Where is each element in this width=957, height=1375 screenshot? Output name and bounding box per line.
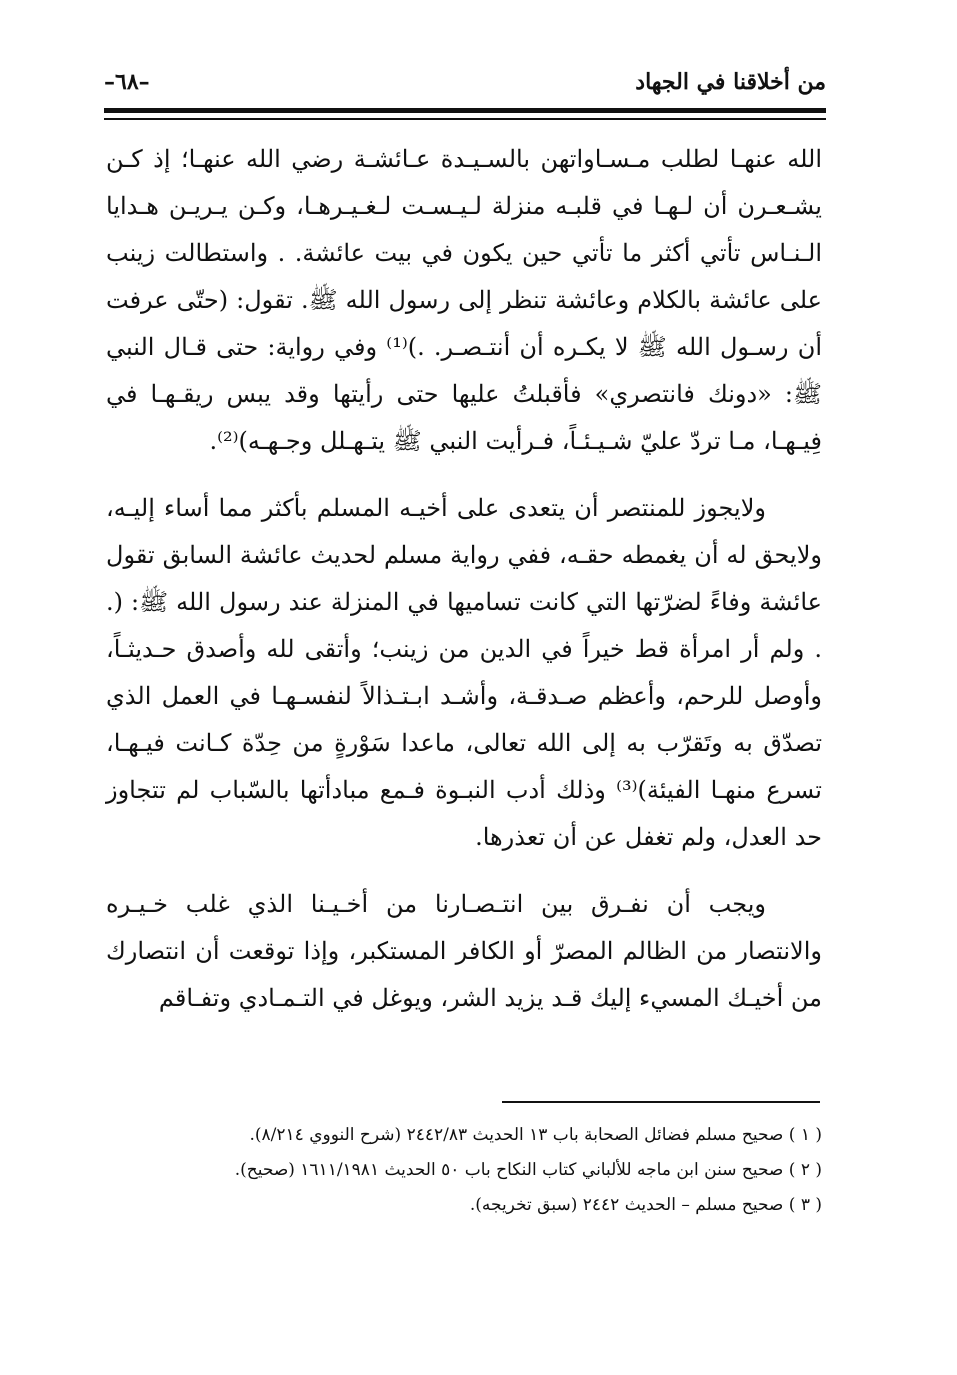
paragraph-1: الله عنهـا لطلب مـسـاواتهن بالسـيـدة عـائشـة رضي الله عنهـا؛ إذ كـن يشـعـرن أن لـهـا في قلبـه منزلة لـيـسـت لـغـيـرهـا، وكـن يـريـن هـدايا الـنـاس تأتي أكثر ما تأتي حين يكون في بيت عائشة. . واستطالت زينب على عائشة بالكلام وعائشة تنظر إلى رسول الله ﷺ. تقول: (حتّى عرفت أن رسـول الله ﷺ لا يكـره أن أنتـصـر. .)⁽¹⁾ وفي رواية: حتى قـال النبي ﷺ: «دونك فانتصري» فأقبلتُ عليها حتى رأيتها وقد يبس ريقـهـا في فِيـهـا، مـا تردّ عليّ شـيـئـاً، فـرأيت النبي ﷺ يتـهـلل وجـهـه)⁽²⁾. — [106, 145, 823, 455]
paragraph-3: ويجب أن نفـرق بين انتـصـارنا من أخـيـنا الذي غلب خـيـره والانتصار من الظالم المصرّ أو الكافر المستكبر، وإذا توقعت أن انتصارك من أخيـك المسيء إليك قـد يزيد الشر، ويوغل في التـمـادي وتفـاقم — [106, 890, 822, 1012]
footnote-2: ( ٢ ) صحيح سنن ابن ماجه للألباني كتاب النكاح باب ٥٠ الحديث ١٦١١/١٩٨١ (صحيح). — [234, 1160, 822, 1180]
footnote-1: ( ١ ) صحيح مسلم فضائل الصحابة باب ١٣ الحديث ٢٤٤٢/٨٣ (شرح النووي ٨/٢١٤). — [249, 1125, 822, 1145]
header-rule-thick — [104, 108, 826, 113]
footnote-3: ( ٣ ) صحيح مسلم – الحديث ٢٤٤٢ (سبق تخريجه). — [469, 1195, 822, 1215]
page-header — [104, 62, 826, 102]
footnotes — [106, 1118, 822, 1223]
main-text — [106, 136, 822, 1042]
header-rule-thin — [104, 118, 826, 120]
paragraph-2: ولايجوز للمنتصر أن يتعدى على أخيـه المسلم بأكثر مما أساء إليـه، ولايحق له أن يغمطه حقـه، ففي رواية مسلم لحديث عائشة السابق تقول عائشة وفاءً لضرّتها التي كانت تساميها في المنزلة عند رسول الله ﷺ: (. . ولم أر امرأة قط خيراً في الدين من زينب؛ وأتقى لله وأصدق حـديثـاً، وأوصل للرحم، وأعظم صـدقـة، وأشـد ابـتـذالاً لنفسـهـا في العمل الذي تصدّق به وتَقرّب به إلى الله تعالى، ماعدا سَوْرةٍ من حِدّة كـانت فيـهـا، تسرع منهـا الفيئة)⁽³⁾ وذلك أدب النبـوة فـمع مبادأتها بالسّباب لم تتجاوز حد العدل، ولم تغفل عن أن تعذرها. — [106, 494, 823, 851]
running-title: من أخلاقنا في الجهاد — [635, 69, 826, 95]
page-number: –٦٨– — [104, 69, 150, 95]
footnote-separator — [502, 1101, 820, 1103]
